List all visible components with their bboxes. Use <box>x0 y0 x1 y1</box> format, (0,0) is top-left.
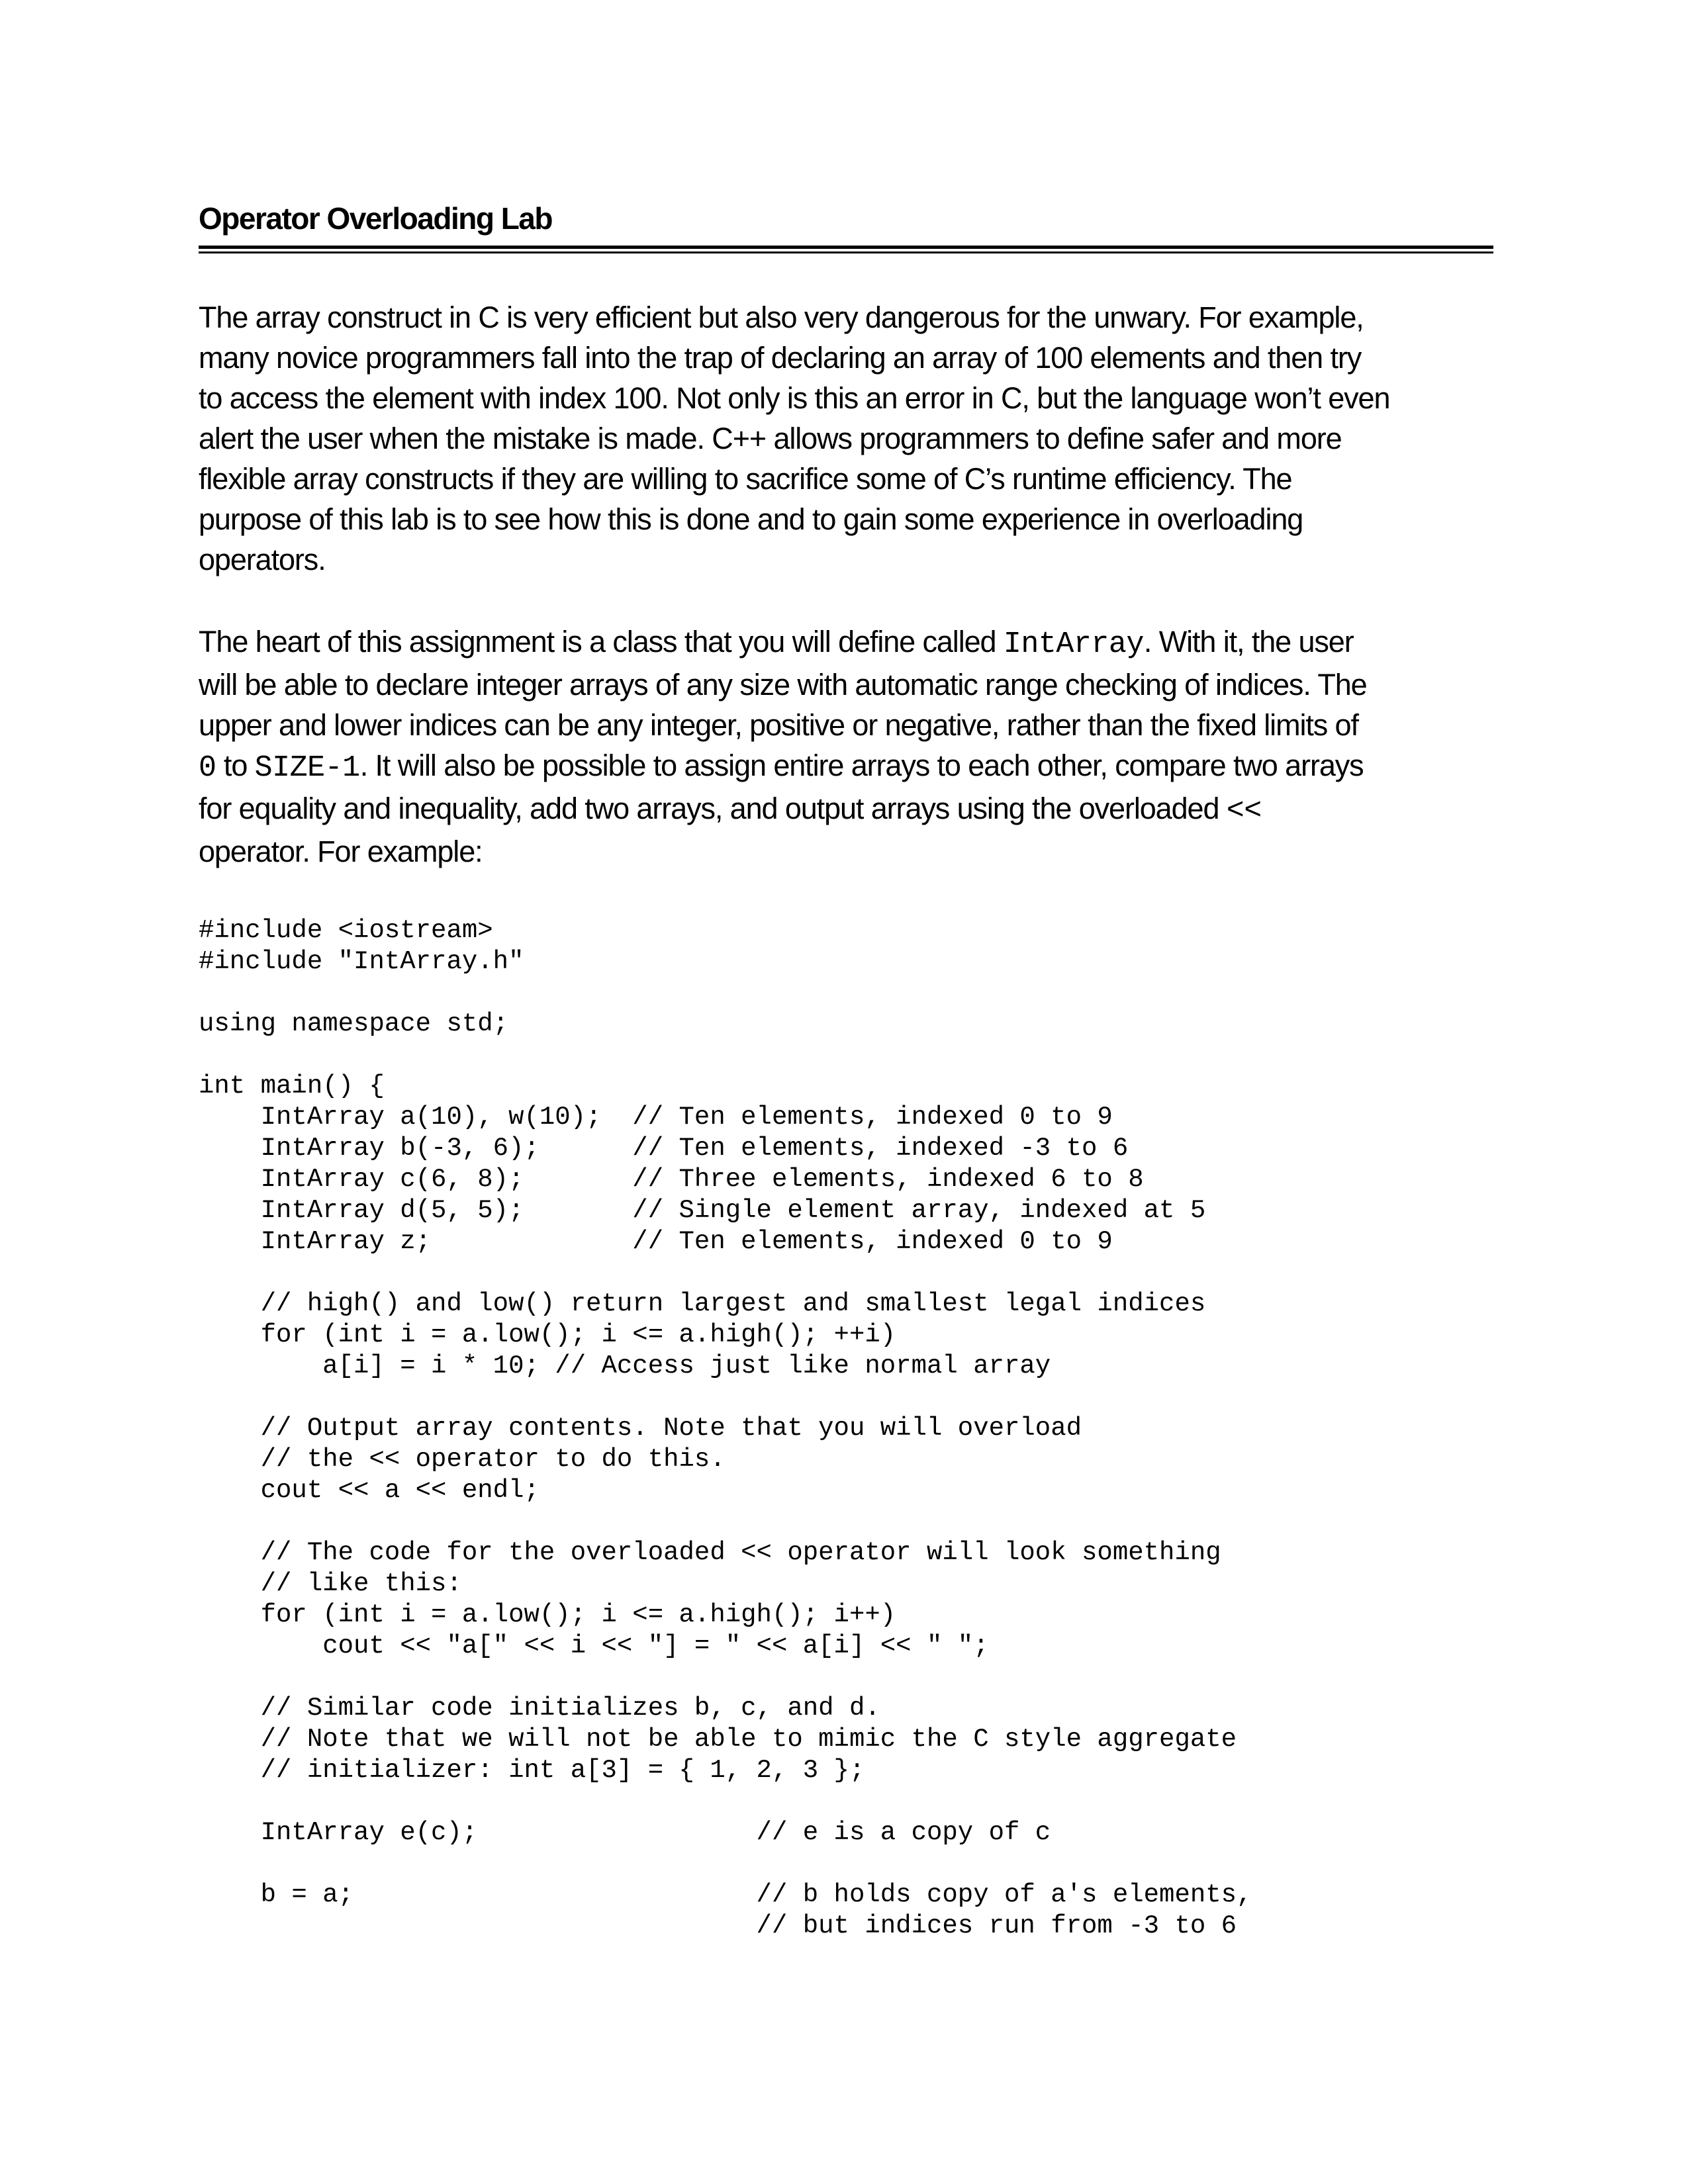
inline-code: 0 <box>199 751 216 785</box>
text-run: operators. <box>199 543 326 576</box>
code-line: IntArray d(5, 5); // Single element array, indexed at 5 <box>199 1196 1206 1225</box>
inline-code: << <box>1226 794 1262 828</box>
text-line <box>199 788 1496 831</box>
code-line: // The code for the overloaded << operator will look something <box>199 1538 1221 1567</box>
code-line: IntArray a(10), w(10); // Ten elements, indexed 0 to 9 <box>199 1103 1113 1132</box>
text-line <box>199 621 1496 664</box>
text-run: will be able to declare integer arrays of any size with automatic range checking of indices. The <box>199 668 1367 702</box>
text-run: to <box>216 749 255 782</box>
text-run: flexible array constructs if they are willing to sacrifice some of C’s runtime efficiency. The <box>199 462 1292 496</box>
code-line: b = a; // b holds copy of a's elements, <box>199 1880 1252 1909</box>
text-run: The heart of this assignment is a class that you will define called <box>199 625 1004 659</box>
code-block <box>199 915 1496 1942</box>
text-run: many novice programmers fall into the trap of declaring an array of 100 elements and then try <box>199 341 1362 375</box>
code-line: IntArray c(6, 8); // Three elements, indexed 6 to 8 <box>199 1165 1144 1194</box>
text-run: alert the user when the mistake is made. C++ allows programmers to define safer and more <box>199 422 1342 455</box>
title-underline-bottom-line <box>199 251 1493 253</box>
text-line <box>199 664 1496 705</box>
code-line: cout << "a[" << i << "] = " << a[i] << " "; <box>199 1631 989 1661</box>
text-run: The array construct in C is very efficient but also very dangerous for the unwary. For example, <box>199 300 1364 334</box>
code-line: // initializer: int a[3] = { 1, 2, 3 }; <box>199 1756 865 1785</box>
text-line <box>199 338 1496 378</box>
text-line <box>199 831 1496 872</box>
text-run: purpose of this lab is to see how this is done and to gain some experience in overloading <box>199 502 1303 536</box>
text-run: to access the element with index 100. Not only is this an error in C, but the language won’t even <box>199 381 1390 415</box>
text-line <box>199 499 1496 539</box>
code-line: #include <iostream> <box>199 916 493 945</box>
code-line <box>199 1040 1496 1071</box>
code-line: // Note that we will not be able to mimic the C style aggregate <box>199 1725 1237 1754</box>
code-line <box>199 1848 1496 1880</box>
document-title: Operator Overloading Lab <box>199 201 552 236</box>
code-line: IntArray b(-3, 6); // Ten elements, indexed -3 to 6 <box>199 1134 1129 1163</box>
code-line: IntArray z; // Ten elements, indexed 0 to 9 <box>199 1227 1113 1256</box>
title-underline-double-rule <box>199 246 1493 253</box>
code-line <box>199 1382 1496 1413</box>
code-line: cout << a << endl; <box>199 1476 539 1505</box>
text-line <box>199 459 1496 499</box>
text-run: for equality and inequality, add two arrays, and output arrays using the overloaded <box>199 792 1227 825</box>
code-line <box>199 1506 1496 1537</box>
code-line <box>199 978 1496 1009</box>
text-line <box>199 297 1496 338</box>
text-line <box>199 745 1496 788</box>
paragraph <box>199 297 1496 580</box>
code-line: using namespace std; <box>199 1009 509 1038</box>
code-line: a[i] = i * 10; // Access just like normal array <box>199 1351 1051 1381</box>
code-line <box>199 1662 1496 1693</box>
inline-code: SIZE-1 <box>254 751 360 785</box>
code-line: int main() { <box>199 1071 385 1101</box>
text-line <box>199 705 1496 745</box>
code-line: for (int i = a.low(); i <= a.high(); i++) <box>199 1600 896 1629</box>
code-line: #include "IntArray.h" <box>199 947 524 976</box>
paragraphs-container <box>199 297 1496 872</box>
text-line <box>199 378 1496 418</box>
code-line: // the << operator to do this. <box>199 1445 726 1474</box>
code-line: IntArray e(c); // e is a copy of c <box>199 1818 1051 1847</box>
text-run: . It will also be possible to assign entire arrays to each other, compare two arrays <box>359 749 1364 782</box>
code-line <box>199 1257 1496 1289</box>
document-body <box>199 201 1496 1942</box>
code-line: // high() and low() return largest and smallest legal indices <box>199 1289 1206 1318</box>
inline-code: IntArray <box>1003 627 1144 661</box>
text-run: operator. For example: <box>199 835 483 868</box>
paragraph <box>199 621 1496 872</box>
text-run: upper and lower indices can be any integer, positive or negative, rather than the fixed limits of <box>199 708 1358 742</box>
text-line <box>199 418 1496 459</box>
text-run: . With it, the user <box>1143 625 1354 659</box>
code-line: // like this: <box>199 1569 462 1598</box>
code-line: // Similar code initializes b, c, and d. <box>199 1694 880 1723</box>
code-line: // Output array contents. Note that you will overload <box>199 1414 1082 1443</box>
code-line <box>199 1786 1496 1817</box>
code-line: for (int i = a.low(); i <= a.high(); ++i) <box>199 1320 896 1349</box>
code-line: // but indices run from -3 to 6 <box>199 1911 1237 1940</box>
text-line <box>199 539 1496 580</box>
